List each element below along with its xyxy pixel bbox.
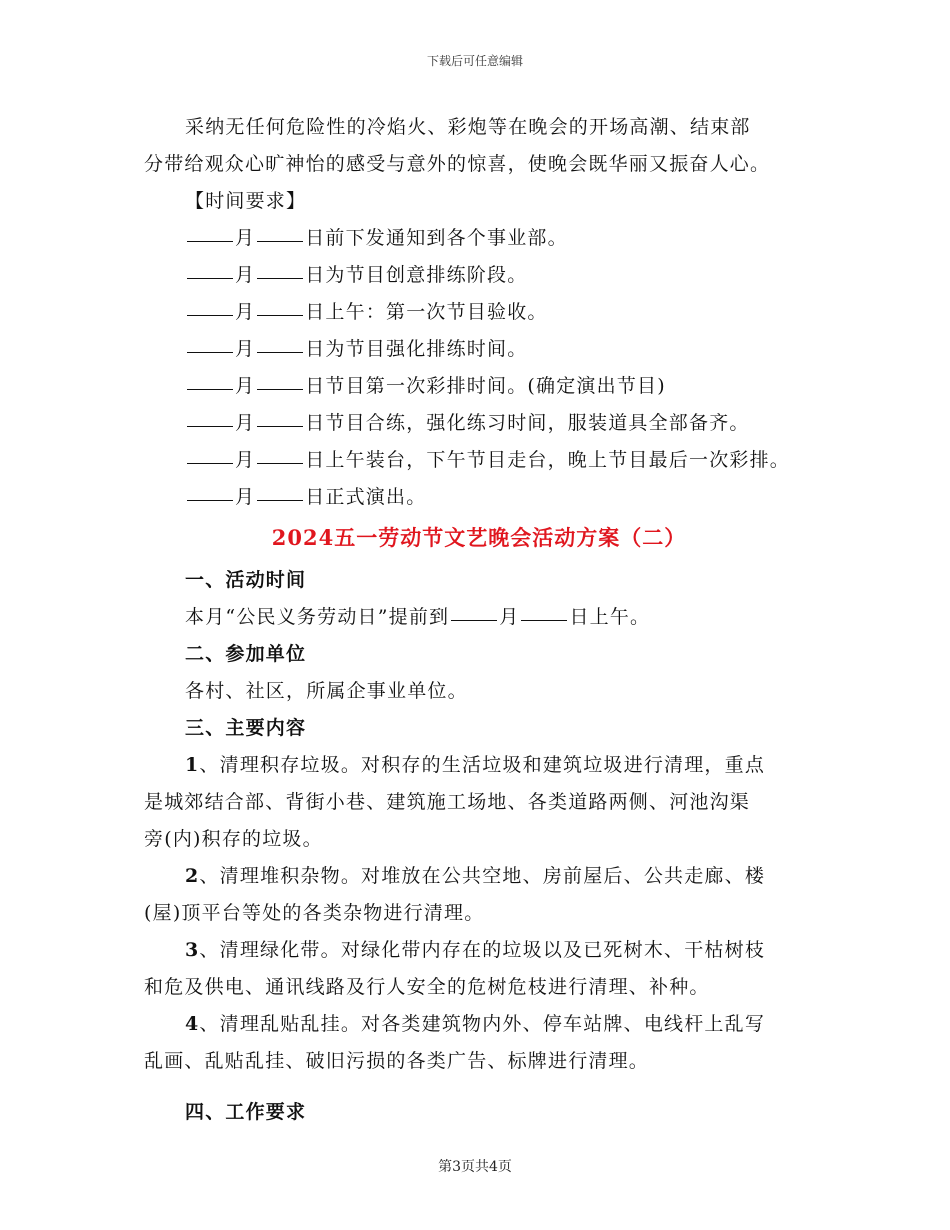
section-4-heading: 四、工作要求 [185,1101,307,1123]
blank-line [187,462,233,464]
blank-line [187,277,233,279]
content-item: 4、清理乱贴乱挂。对各类建筑物内外、停车站牌、电线杆上乱写 乱画、乱贴乱挂、破旧污损的各类广告、标牌进行清理。 [144,1013,766,1072]
schedule-item: 月 日前下发通知到各个事业部。 [144,220,814,257]
blank-line [257,499,303,501]
intro-line-1: 采纳无任何危险性的冷焰火、彩炮等在晚会的开场高潮、结束部 [185,116,751,138]
schedule-item: 月 日为节目强化排练时间。 [144,331,814,368]
blank-line [187,499,233,501]
page-number: 第3页共4页 [438,1159,512,1175]
schedule-item: 月 日上午：第一次节目验收。 [144,294,814,331]
blank-line [257,240,303,242]
blank-line [187,314,233,316]
intro-line-2: 分带给观众心旷神怡的感受与意外的惊喜，使晚会既华丽又振奋人心。 [144,153,771,175]
section-2-text: 各村、社区，所属企事业单位。 [185,680,468,702]
blank-line [257,388,303,390]
blank-line [451,619,497,621]
content-item: 2、清理堆积杂物。对堆放在公共空地、房前屋后、公共走廊、楼 (屋)顶平台等处的各类杂物进行清理。 [144,865,766,924]
blank-line [257,277,303,279]
blank-line [257,351,303,353]
time-requirement-list [144,220,814,516]
blank-line [257,425,303,427]
section-1-heading: 一、活动时间 [185,569,307,591]
schedule-item: 月 日为节目创意排练阶段。 [144,257,814,294]
document-body [144,109,814,1131]
schedule-item: 月 日正式演出。 [144,479,814,516]
blank-line [257,314,303,316]
blank-line [257,462,303,464]
time-requirement-heading: 【时间要求】 [185,190,307,212]
blank-line [187,388,233,390]
blank-line [521,619,567,621]
schedule-item: 月 日节目第一次彩排时间。(确定演出节目) [144,368,814,405]
section-3-heading: 三、主要内容 [185,717,307,739]
blank-line [187,240,233,242]
page-header-note: 下载后可任意编辑 [426,54,523,68]
section-title: 2024五一劳动节文艺晚会活动方案（二） [271,525,687,550]
content-item: 1、清理积存垃圾。对积存的生活垃圾和建筑垃圾进行清理，重点 是城郊结合部、背街小巷、建筑施工场地、各类道路两侧、河池沟渠 旁(内)积存的垃圾。 [144,754,766,850]
section-1-text: 本月“公民义务劳动日”提前到 月 日上午。 [185,606,651,628]
blank-line [187,351,233,353]
section-2-heading: 二、参加单位 [185,643,307,665]
blank-line [187,425,233,427]
schedule-item: 月 日上午装台，下午节目走台，晚上节目最后一次彩排。 [144,442,814,479]
content-item: 3、清理绿化带。对绿化带内存在的垃圾以及已死树木、干枯树枝 和危及供电、通讯线路及行人安全的危树危枝进行清理、补种。 [144,939,766,998]
schedule-item: 月 日节目合练，强化练习时间，服装道具全部备齐。 [144,405,814,442]
